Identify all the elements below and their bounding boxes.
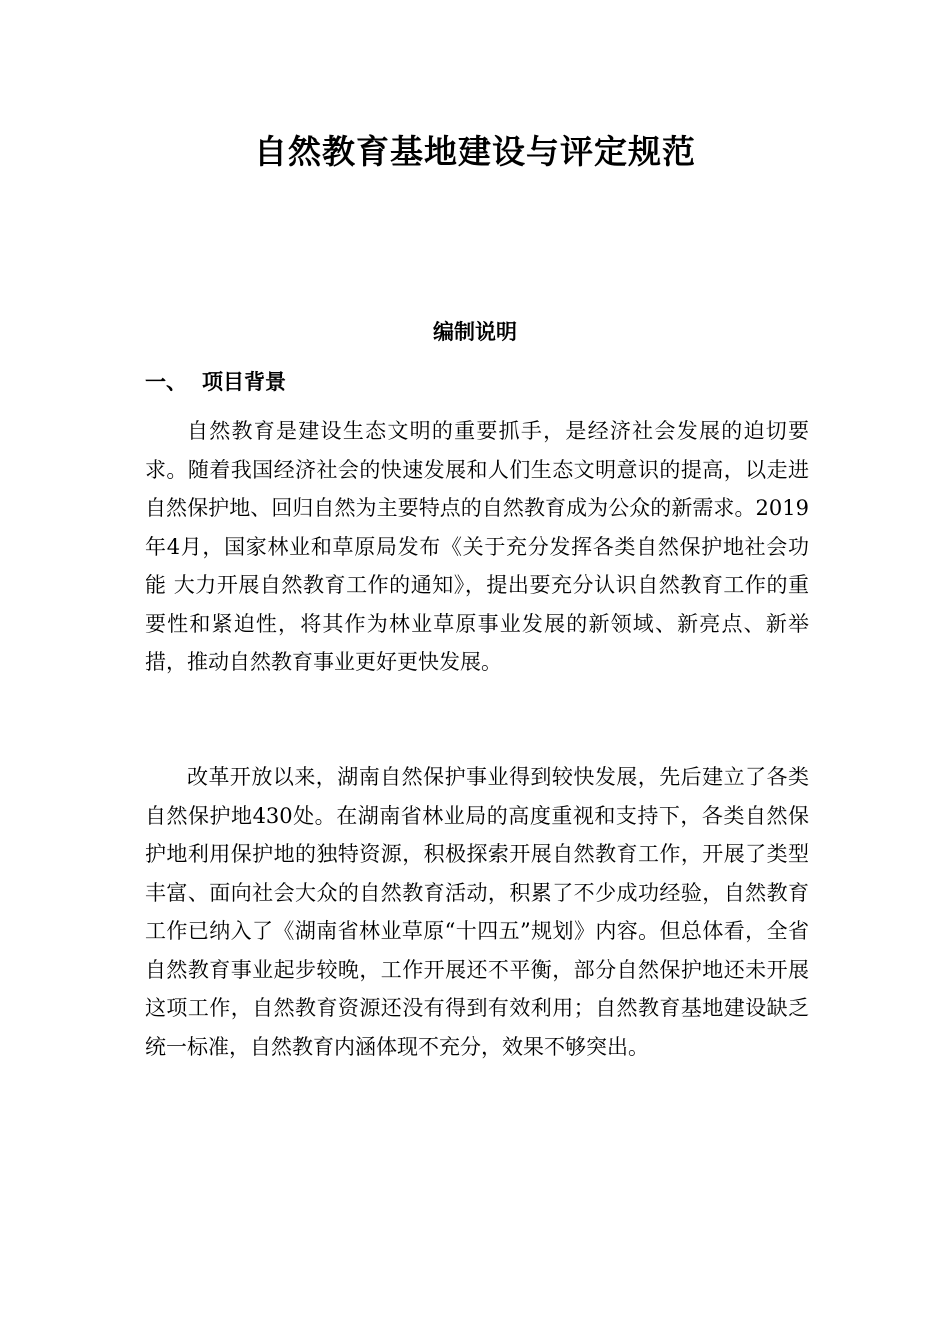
document-title: 自然教育基地建设与评定规范 [254,132,696,171]
body-paragraph: 自然教育是建设生态文明的重要抓手，是经济社会发展的迫切要求。随着我国经济社会的快速发展和人们生态文明意识的提高，以走进自然保护地、回归自然为主要特点的自然教育成为公众的新需求。2019年4月，国家林业和草原局发布《关于充分发挥各类自然保护地社会功能 大力开展自然教育工作的通知》，提出要充分认识自然教育工作的重要性和紧迫性，将其作为林业草原事业发展的新领域、新亮点、新举措，推动自然教育事业更好更快发展。 [145,419,809,674]
body-paragraph: 改革开放以来，湖南自然保护事业得到较快发展，先后建立了各类自然保护地430处。在湖南省林业局的高度重视和支持下，各类自然保护地利用保护地的独特资源，积极探索开展自然教育工作，开展了类型丰富、面向社会大众的自然教育活动，积累了不少成功经验，自然教育工作已纳入了《湖南省林业草原“十四五”规划》内容。但总体看，全省自然教育事业起步较晚，工作开展还不平衡，部分自然保护地还未开展这项工作，自然教育资源还没有得到有效利用；自然教育基地建设缺乏统一标准，自然教育内涵体现不充分，效果不够突出。 [145,765,809,1059]
section-heading: 编制说明 [433,320,517,344]
subsection-number: 一、 [145,370,187,394]
subsection-title: 项目背景 [202,370,286,394]
subsection-heading [145,366,286,398]
